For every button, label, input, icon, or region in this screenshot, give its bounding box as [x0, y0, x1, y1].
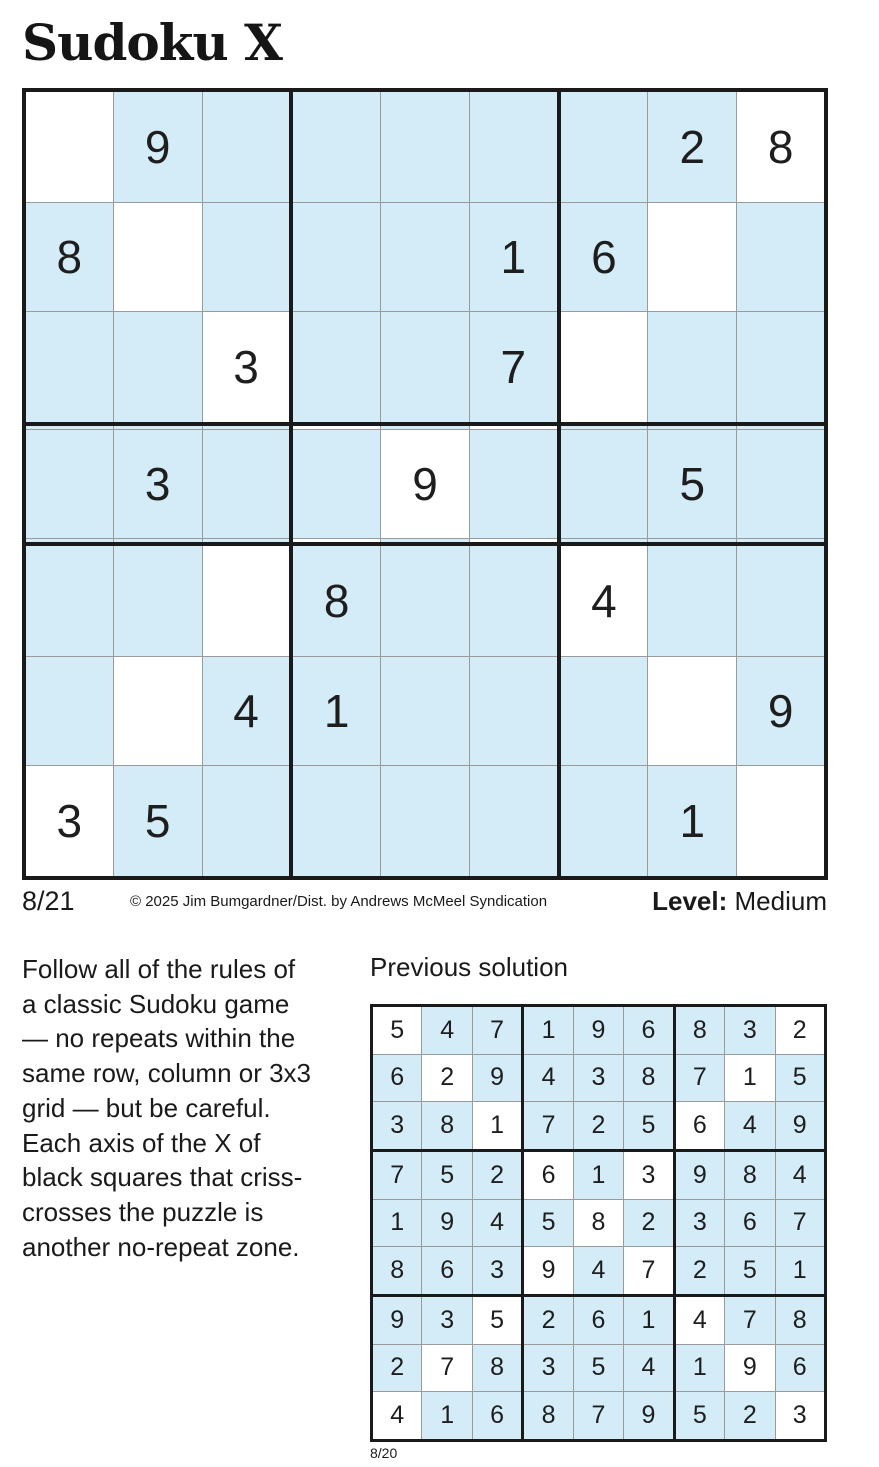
solution-cell: 9	[372, 1295, 422, 1344]
solution-cell: 4	[573, 1247, 623, 1296]
solution-cell: 5	[624, 1102, 674, 1151]
solution-cell: 1	[573, 1150, 623, 1199]
sudoku-cell: 8	[24, 202, 113, 311]
grid-row	[24, 766, 826, 878]
solution-cell: 4	[422, 1006, 472, 1055]
solution-cell: 4	[775, 1150, 826, 1199]
grid-row	[372, 1392, 826, 1441]
puzzle-date: 8/21	[22, 886, 75, 916]
sudoku-cell[interactable]	[24, 544, 113, 656]
previous-solution-label: Previous solution	[370, 952, 568, 982]
grid-row	[372, 1295, 826, 1344]
grid-row	[372, 1199, 826, 1246]
solution-cell: 8	[523, 1392, 573, 1441]
solution-cell: 8	[775, 1295, 826, 1344]
sudoku-cell: 5	[648, 429, 737, 538]
solution-cell: 1	[472, 1102, 522, 1151]
sudoku-cell: 9	[113, 90, 202, 202]
solution-cell: 7	[674, 1054, 724, 1101]
sudoku-cell[interactable]	[470, 656, 559, 765]
solution-cell: 1	[775, 1247, 826, 1296]
sudoku-cell: 1	[648, 766, 737, 878]
sudoku-cell[interactable]	[559, 766, 648, 878]
solution-cell: 4	[523, 1054, 573, 1101]
sudoku-cell[interactable]	[648, 656, 737, 765]
solution-cell: 2	[472, 1150, 522, 1199]
solution-cell: 8	[472, 1344, 522, 1391]
previous-solution-grid	[370, 1004, 827, 1442]
solution-cell: 6	[472, 1392, 522, 1441]
sudoku-cell[interactable]	[737, 312, 826, 424]
sudoku-cell: 9	[380, 429, 469, 538]
solution-cell: 4	[372, 1392, 422, 1441]
solution-cell: 5	[523, 1199, 573, 1246]
solution-cell: 8	[573, 1199, 623, 1246]
solution-cell: 9	[725, 1344, 775, 1391]
sudoku-cell: 5	[113, 766, 202, 878]
sudoku-cell: 1	[291, 656, 380, 765]
sudoku-cell[interactable]	[380, 312, 469, 424]
solution-cell: 9	[775, 1102, 826, 1151]
sudoku-cell[interactable]	[470, 90, 559, 202]
solution-cell: 2	[775, 1006, 826, 1055]
sudoku-cell[interactable]	[380, 544, 469, 656]
sudoku-cell: 1	[470, 202, 559, 311]
sudoku-cell[interactable]	[202, 544, 291, 656]
solution-cell: 3	[523, 1344, 573, 1391]
solution-cell: 3	[775, 1392, 826, 1441]
sudoku-cell[interactable]	[470, 544, 559, 656]
solution-cell: 7	[472, 1006, 522, 1055]
sudoku-cell[interactable]	[291, 766, 380, 878]
solution-cell: 1	[523, 1006, 573, 1055]
sudoku-cell[interactable]	[202, 429, 291, 538]
sudoku-cell[interactable]	[24, 656, 113, 765]
solution-cell: 1	[725, 1054, 775, 1101]
sudoku-cell[interactable]	[113, 202, 202, 311]
level-value: Medium	[734, 886, 827, 916]
solution-cell: 2	[523, 1295, 573, 1344]
solution-cell: 2	[725, 1392, 775, 1441]
solution-cell: 9	[422, 1199, 472, 1246]
solution-cell: 8	[674, 1006, 724, 1055]
grid-row	[372, 1247, 826, 1296]
sudoku-cell: 4	[559, 544, 648, 656]
sudoku-cell[interactable]	[113, 544, 202, 656]
grid-row	[24, 429, 826, 538]
solution-cell: 9	[573, 1006, 623, 1055]
sudoku-cell[interactable]	[291, 429, 380, 538]
sudoku-cell[interactable]	[291, 90, 380, 202]
sudoku-cell[interactable]	[648, 202, 737, 311]
solution-cell: 8	[422, 1102, 472, 1151]
sudoku-cell[interactable]	[470, 429, 559, 538]
solution-cell: 2	[372, 1344, 422, 1391]
solution-cell: 6	[422, 1247, 472, 1296]
solution-cell: 1	[372, 1199, 422, 1246]
solution-cell: 9	[624, 1392, 674, 1441]
solution-cell: 1	[624, 1295, 674, 1344]
solution-cell: 4	[624, 1344, 674, 1391]
solution-cell: 3	[372, 1102, 422, 1151]
solution-cell: 4	[725, 1102, 775, 1151]
grid-row	[372, 1102, 826, 1151]
solution-cell: 8	[372, 1247, 422, 1296]
sudoku-cell[interactable]	[24, 429, 113, 538]
sudoku-cell[interactable]	[380, 90, 469, 202]
grid-row	[372, 1150, 826, 1199]
solution-cell: 3	[624, 1150, 674, 1199]
sudoku-cell[interactable]	[380, 766, 469, 878]
sudoku-cell: 6	[559, 202, 648, 311]
sudoku-cell[interactable]	[737, 429, 826, 538]
solution-cell: 6	[624, 1006, 674, 1055]
solution-cell: 2	[624, 1199, 674, 1246]
sudoku-cell[interactable]	[559, 656, 648, 765]
solution-cell: 7	[422, 1344, 472, 1391]
sudoku-cell[interactable]	[113, 656, 202, 765]
grid-row	[372, 1006, 826, 1055]
previous-solution-date: 8/20	[370, 1445, 398, 1461]
solution-cell: 2	[422, 1054, 472, 1101]
sudoku-cell[interactable]	[559, 90, 648, 202]
solution-cell: 8	[624, 1054, 674, 1101]
sudoku-cell[interactable]	[291, 312, 380, 424]
sudoku-cell[interactable]	[202, 90, 291, 202]
solution-cell: 2	[573, 1102, 623, 1151]
sudoku-cell[interactable]	[648, 312, 737, 424]
solution-cell: 4	[674, 1295, 724, 1344]
solution-cell: 1	[422, 1392, 472, 1441]
sudoku-cell[interactable]	[470, 766, 559, 878]
grid-row	[24, 544, 826, 656]
difficulty-level	[652, 886, 827, 917]
solution-cell: 6	[775, 1344, 826, 1391]
solution-cell: 5	[775, 1054, 826, 1101]
solution-cell: 5	[725, 1247, 775, 1296]
sudoku-cell[interactable]	[24, 90, 113, 202]
grid-row	[24, 202, 826, 311]
sudoku-cell: 4	[202, 656, 291, 765]
grid-row	[24, 656, 826, 765]
sudoku-cell[interactable]	[559, 429, 648, 538]
sudoku-cell[interactable]	[648, 544, 737, 656]
solution-cell: 7	[624, 1247, 674, 1296]
sudoku-cell[interactable]	[24, 312, 113, 424]
rules-text: Follow all of the rules of a classic Sudoku game — no repeats within the same row, column or 3x3 grid — but be careful. Each axis of the X of black squares that criss-crosses the puzzle is another no-repeat zone.	[22, 954, 312, 1262]
solution-cell: 2	[674, 1247, 724, 1296]
solution-cell: 6	[725, 1199, 775, 1246]
solution-cell: 7	[372, 1150, 422, 1199]
sudoku-grid	[22, 88, 828, 880]
solution-cell: 5	[422, 1150, 472, 1199]
sudoku-cell: 8	[737, 90, 826, 202]
level-label: Level:	[652, 886, 728, 916]
solution-cell: 5	[472, 1295, 522, 1344]
sudoku-cell: 8	[291, 544, 380, 656]
solution-cell: 6	[674, 1102, 724, 1151]
grid-row	[24, 312, 826, 424]
sudoku-cell[interactable]	[380, 202, 469, 311]
sudoku-cell[interactable]	[737, 766, 826, 878]
solution-cell: 6	[523, 1150, 573, 1199]
grid-row	[372, 1344, 826, 1391]
solution-cell: 3	[472, 1247, 522, 1296]
solution-cell: 3	[725, 1006, 775, 1055]
sudoku-cell[interactable]	[202, 766, 291, 878]
solution-cell: 9	[472, 1054, 522, 1101]
sudoku-cell[interactable]	[113, 312, 202, 424]
sudoku-cell[interactable]	[737, 544, 826, 656]
solution-cell: 7	[725, 1295, 775, 1344]
solution-cell: 9	[523, 1247, 573, 1296]
solution-cell: 7	[775, 1199, 826, 1246]
sudoku-cell[interactable]	[291, 202, 380, 311]
sudoku-cell: 7	[470, 312, 559, 424]
sudoku-cell: 3	[202, 312, 291, 424]
sudoku-cell: 3	[24, 766, 113, 878]
solution-cell: 3	[573, 1054, 623, 1101]
solution-cell: 5	[674, 1392, 724, 1441]
solution-cell: 3	[674, 1199, 724, 1246]
solution-cell: 6	[372, 1054, 422, 1101]
solution-cell: 5	[573, 1344, 623, 1391]
grid-row	[24, 90, 826, 202]
sudoku-cell[interactable]	[559, 312, 648, 424]
solution-cell: 3	[422, 1295, 472, 1344]
sudoku-cell[interactable]	[202, 202, 291, 311]
grid-row	[372, 1054, 826, 1101]
sudoku-cell[interactable]	[737, 202, 826, 311]
solution-cell: 7	[573, 1392, 623, 1441]
solution-cell: 6	[573, 1295, 623, 1344]
solution-cell: 8	[725, 1150, 775, 1199]
puzzle-title: Sudoku X	[22, 13, 282, 72]
copyright-notice: © 2025 Jim Bumgardner/Dist. by Andrews McMeel Syndication	[130, 893, 548, 910]
sudoku-cell: 3	[113, 429, 202, 538]
solution-cell: 1	[674, 1344, 724, 1391]
sudoku-cell: 9	[737, 656, 826, 765]
solution-cell: 7	[523, 1102, 573, 1151]
solution-cell: 4	[472, 1199, 522, 1246]
sudoku-cell: 2	[648, 90, 737, 202]
solution-cell: 9	[674, 1150, 724, 1199]
solution-cell: 5	[372, 1006, 422, 1055]
sudoku-cell[interactable]	[380, 656, 469, 765]
